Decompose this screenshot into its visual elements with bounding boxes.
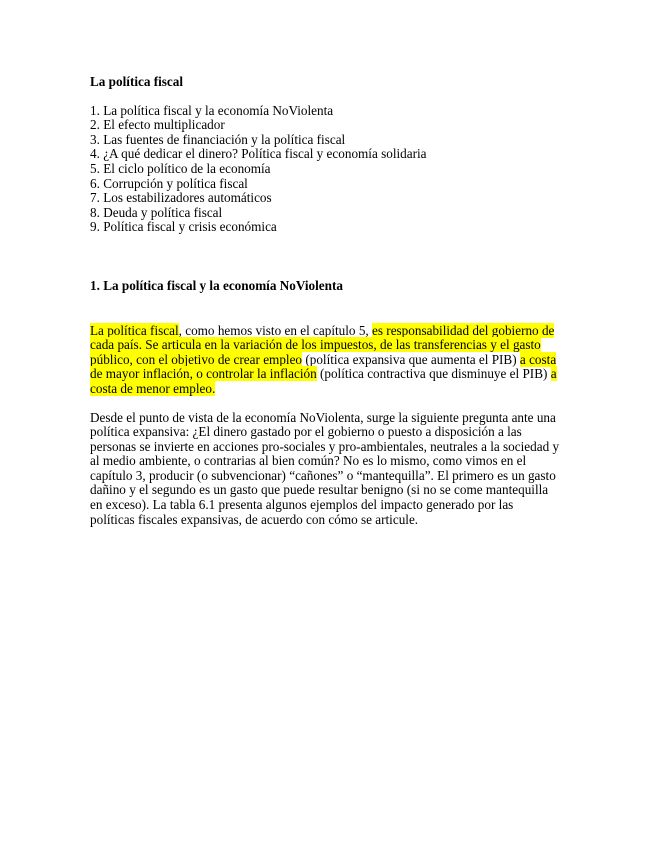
text-segment: (política expansiva que aumenta el PIB) <box>302 351 520 367</box>
toc-item: 5. El ciclo político de la economía <box>90 160 271 176</box>
toc-item: 2. El efecto multiplicador <box>90 117 225 133</box>
toc-item: 6. Corrupción y política fiscal <box>90 175 248 191</box>
toc-item: 9. Política fiscal y crisis económica <box>90 219 277 235</box>
toc-item: 8. Deuda y política fiscal <box>90 204 223 220</box>
text-segment-highlighted: es responsabilidad del gobierno de cada país. Se articula en la variación de los impuestos, de las transferencias y el gasto público, con el objetivo de crear empleo <box>90 322 555 367</box>
section-heading: 1. La política fiscal y la economía NoViolenta <box>90 277 343 293</box>
text-segment-highlighted: a costa de menor empleo. <box>90 366 557 396</box>
text-segment-highlighted: a costa de mayor inflación, o controlar la inflación <box>90 351 557 382</box>
document-page <box>90 75 560 527</box>
paragraph-body: Desde el punto de vista de la economía NoViolenta, surge la siguiente pregunta ante una política expansiva: ¿El dinero gastado por el gobierno o puesto a disposición a las personas se invierte en acciones pro-sociales y pro-ambientales, neutrales a la sociedad y al medio ambiente, o contrarias al bien común? No es lo mismo, como vimos en el capítulo 3, producir (o subvencionar) “cañones” o “mantequilla”. El primero es un gasto dañino y el segundo es un gasto que puede resultar benigno (si no se come mantequilla en exceso). La tabla 6.1 presenta algunos ejemplos del impacto generado por las políticas fiscales expansivas, de acuerdo con cómo se articule. <box>90 409 560 527</box>
text-segment: (política contractiva que disminuye el PIB) <box>316 366 551 382</box>
toc-item: 4. ¿A qué dedicar el dinero? Política fiscal y economía solidaria <box>90 146 427 162</box>
paragraph-highlighted <box>90 324 560 397</box>
toc-item: 1. La política fiscal y la economía NoViolenta <box>90 102 334 118</box>
text-segment: , como hemos visto en el capítulo 5, <box>178 322 373 338</box>
toc-item: 7. Los estabilizadores automáticos <box>90 190 272 206</box>
table-of-contents <box>90 104 560 235</box>
document-title: La política fiscal <box>90 74 184 89</box>
text-segment-highlighted: La política fiscal <box>90 322 179 338</box>
toc-item: 3. Las fuentes de financiación y la política fiscal <box>90 131 346 147</box>
